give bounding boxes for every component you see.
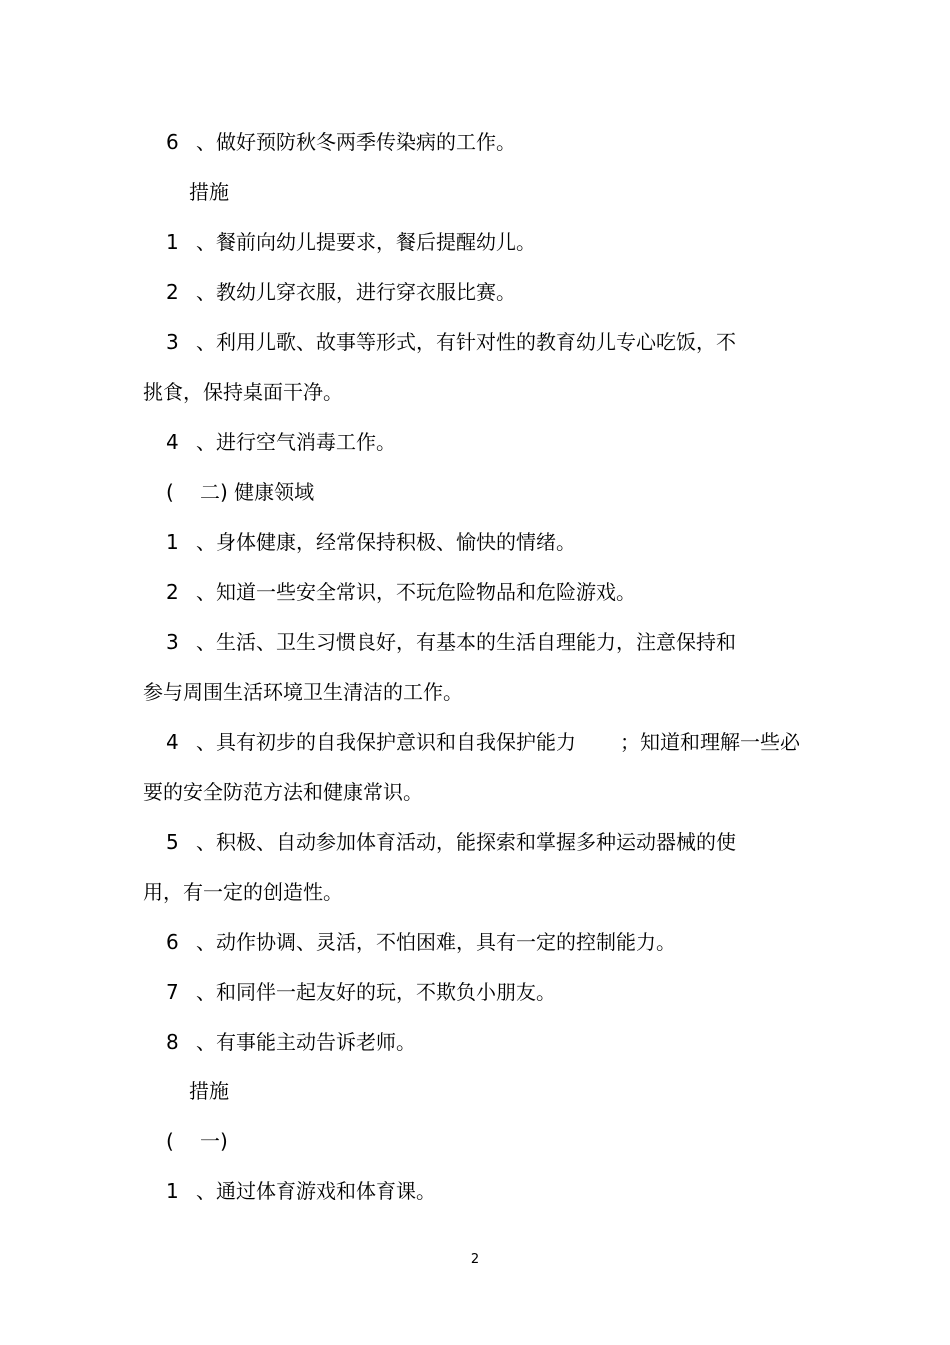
item-number: 3 <box>166 330 179 354</box>
item-text: 、生活、卫生习惯良好，有基本的生活自理能力，注意保持和 <box>196 630 736 654</box>
item-text: 、积极、自动参加体育活动，能探索和掌握多种运动器械的使 <box>196 830 736 854</box>
continuation-text: 要的安全防范方法和健康常识。 <box>143 780 423 804</box>
item-number: 6 <box>166 930 179 954</box>
item-number: 2 <box>166 580 179 604</box>
item-number: 6 <box>166 130 179 154</box>
item-text: 、身体健康，经常保持积极、愉快的情绪。 <box>196 530 576 554</box>
item-number: 4 <box>166 730 179 754</box>
item-text-continued: ；知道和理解一些必 <box>620 730 800 754</box>
item-text: 、具有初步的自我保护意识和自我保护能力 <box>196 730 576 754</box>
page-number: 2 <box>470 1252 480 1267</box>
item-text: 、有事能主动告诉老师。 <box>196 1030 416 1054</box>
item-text: 、动作协调、灵活，不怕困难，具有一定的控制能力。 <box>196 930 676 954</box>
heading-text: 一) <box>200 1129 228 1153</box>
item-number: 1 <box>166 530 179 554</box>
item-number: 1 <box>166 230 179 254</box>
item-number: 7 <box>166 980 179 1004</box>
item-text: 、和同伴一起友好的玩，不欺负小朋友。 <box>196 980 556 1004</box>
item-text: 、知道一些安全常识，不玩危险物品和危险游戏。 <box>196 580 636 604</box>
item-text: 、进行空气消毒工作。 <box>196 430 396 454</box>
item-text: 、做好预防秋冬两季传染病的工作。 <box>196 130 516 154</box>
continuation-text: 参与周围生活环境卫生清洁的工作。 <box>143 680 463 704</box>
item-text: 、教幼儿穿衣服，进行穿衣服比赛。 <box>196 280 516 304</box>
heading-text: 措施 <box>189 1079 229 1103</box>
item-number: 2 <box>166 280 179 304</box>
item-text: 、利用儿歌、故事等形式，有针对性的教育幼儿专心吃饭，不 <box>196 330 736 354</box>
continuation-text: 挑食，保持桌面干净。 <box>143 380 343 404</box>
continuation-text: 用，有一定的创造性。 <box>143 880 343 904</box>
item-number: 5 <box>166 830 179 854</box>
heading-text: 措施 <box>189 180 229 204</box>
paren-open: ( <box>166 480 174 504</box>
item-number: 1 <box>166 1179 179 1203</box>
item-number: 3 <box>166 630 179 654</box>
item-text: 、通过体育游戏和体育课。 <box>196 1179 436 1203</box>
heading-text: 二) 健康领域 <box>200 480 315 504</box>
paren-open: ( <box>166 1129 174 1153</box>
item-number: 4 <box>166 430 179 454</box>
item-text: 、餐前向幼儿提要求，餐后提醒幼儿。 <box>196 230 536 254</box>
item-number: 8 <box>166 1030 179 1054</box>
